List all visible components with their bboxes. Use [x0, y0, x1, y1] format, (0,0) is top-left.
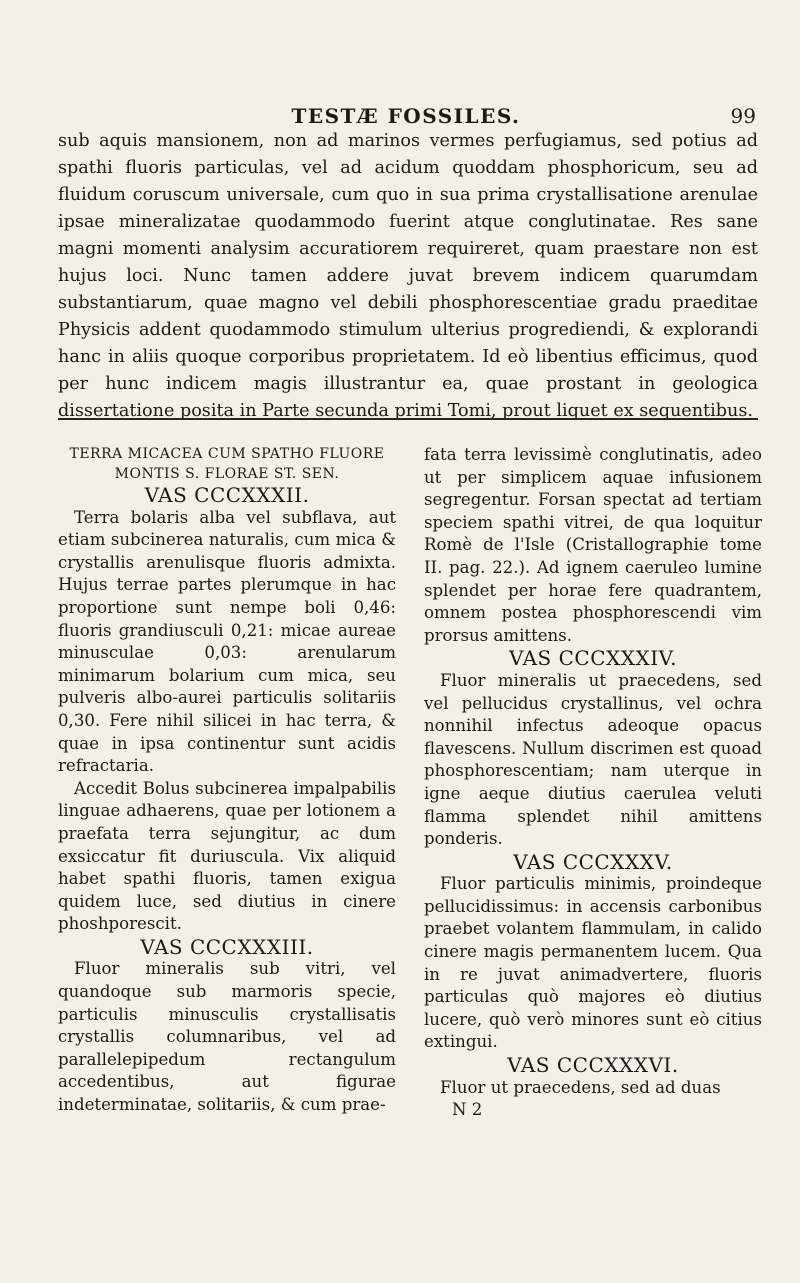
vas-heading-333: VAS CCCXXXIII. [140, 934, 314, 959]
paragraph-336: Fluor ut praecedens, sed ad duas [440, 1077, 721, 1097]
signature-mark: N 2 [452, 1100, 483, 1120]
right-column [424, 444, 762, 1122]
section-divider [58, 418, 758, 420]
paragraph-332-a: Terra bolaris alba vel subflava, aut etiam subcinerea naturalis, cum mica & crystallis arenulisque fluoris admixta. Hujus terrae partes plerumque in hac proportione sunt nempe boli 0,46: fluoris grandiusculi 0,21: micae aureae minusculae 0,03: arenularum minimarum bolarium cum mica, seu pulveris albo-aurei particulis solitariis 0,30. Fere nihil silicei in hac terra, & quae in ipsa continentur sunt acidis refractaria. [58, 507, 396, 776]
left-column [58, 444, 396, 1117]
vas-heading-334: VAS CCCXXXIV. [509, 646, 677, 671]
page-number: 99 [730, 104, 756, 128]
paragraph-333-continued: fata terra levissimè conglutinatis, adeo ut per simplicem aquae infusionem segregentur. Forsan spectat ad tertiam speciem spathi vitrei, de qua loquitur Romè de l'Isle (Cristallographie tome II. pag. 22.). Ad ignem caeruleo lumine splendet per horae fere quadrantem, omnem postea phosphorescendi vim prorsus amittens. [424, 445, 762, 645]
paragraph-332-b: Accedit Bolus subcinerea impalpabilis linguae adhaerens, quae per lotionem a praefata terra sejungitur, ac dum exsiccatur fit duriuscula. Vix aliquid habet spathi fluoris, tamen exigua quidem luce, sed diutius in cinere phoshporescit. [58, 778, 396, 934]
intro-paragraph: sub aquis mansionem, non ad marinos vermes perfugiamus, sed potius ad spathi fluoris particulas, vel ad acidum quoddam phosphoricum, seu ad fluidum coruscum universale, cum quo in sua prima crystallisatione arenulae ipsae mineralizatae quodammodo fuerint atque conglutinatae. Res sane magni momenti analysim accuratiorem requireret, quam praestare non est hujus loci. Nunc tamen addere juvat brevem indicem quarumdam substantiarum, quae magno vel debili phosphorescentiae gradu praeditae Physicis addent quodammodo stimulum ulterius progrediendi, & explorandi hanc in aliis quoque corporibus proprietatem. Id eò libentius efficimus, quod per hunc indicem magis illustrantur ea, quae prostant in geologica dissertatione posita in Parte secunda primi Tomi, prout liquet ex sequentibus. [58, 131, 758, 421]
paragraph-335: Fluor particulis minimis, proindeque pellucidissimus: in accensis carbonibus praebet volantem flammulam, in calido cinere magis permanentem lucem. Qua in re juvat animadvertere, fluoris particulas quò majores eò diutius lucere, quò verò minores sunt eò citius extingui. [424, 874, 762, 1052]
running-title: TESTÆ FOSSILES. [291, 104, 521, 128]
vas-heading-335: VAS CCCXXXV. [513, 849, 673, 874]
vas-heading-336: VAS CCCXXXVI. [507, 1053, 679, 1078]
section-heading: TERRA MICACEA CUM SPATHO FLUORE MONTIS S. FLORAE ST. SEN. [69, 446, 385, 482]
vas-heading-332: VAS CCCXXXII. [144, 483, 310, 507]
paragraph-333: Fluor mineralis sub vitri, vel quandoque sub marmoris specie, particulis minusculis crystallisatis crystallis columnaribus, vel ad parallelepipedum rectangulum accedentibus, aut figurae indeterminatae, solitariis, & cum prae- [58, 959, 396, 1115]
paragraph-334: Fluor mineralis ut praecedens, sed vel pellucidus crystallinus, vel ochra nonnihil infectus adeoque opacus flavescens. Nullum discrimen est quoad phosphorescentiam; nam uterque in igne aeque diutius caerulea veluti flamma splendet nihil amittens ponderis. [424, 670, 762, 849]
